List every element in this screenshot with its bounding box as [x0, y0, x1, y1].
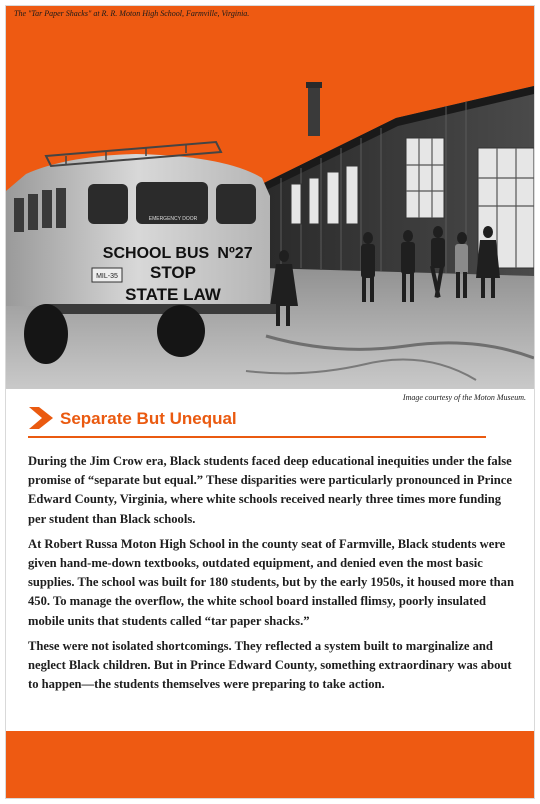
photo-credit: Image courtesy of the Moton Museum.: [402, 393, 526, 402]
section-divider: [28, 436, 486, 438]
paragraph: At Robert Russa Moton High School in the county seat of Farmville, Black students were given hand-me-down textbooks, outdated equipment, and denied even the most basic supplies. The school was built for 180 students, but by the early 1950s, it housed more than 450. To manage the overflow, the white school board installed flimsy, poorly insulated mobile units that students called “tar paper shacks.”: [28, 536, 514, 628]
photo-caption: The "Tar Paper Shacks" at R. R. Moton High School, Farmville, Virginia.: [14, 9, 250, 18]
bus-sign-line3: STATE LAW: [125, 285, 221, 304]
page: [5, 5, 535, 799]
section-title: Separate But Unequal: [60, 409, 237, 428]
bus-door-label: EMERGENCY DOOR: [148, 216, 198, 222]
paragraph: During the Jim Crow era, Black students faced deep educational inequities under the false promise of “separate but equal.” These disparities were particularly pronounced in Prince Edward County, Virginia, where white schools received nearly three times more funding per student than Black schools.: [28, 454, 512, 526]
bus-number: Nº27: [217, 245, 253, 262]
footer-band: [6, 731, 534, 799]
chevron-right-icon: [28, 406, 54, 430]
svg-text:MIL-35: MIL-35: [96, 273, 118, 280]
section-body: [28, 452, 516, 700]
bus-and-shacks-photo: [6, 6, 534, 389]
bus-sign-line1: SCHOOL BUS: [102, 245, 210, 262]
paragraph: These were not isolated shortcomings. They reflected a system built to marginalize and neglect Black children. But in Prince Edward County, something extraordinary was about to happen—the students themselves were preparing to take action.: [28, 638, 512, 692]
bus-sign-line2: STOP: [150, 263, 196, 282]
section-header: [28, 406, 486, 434]
hero-photo: [6, 6, 534, 389]
